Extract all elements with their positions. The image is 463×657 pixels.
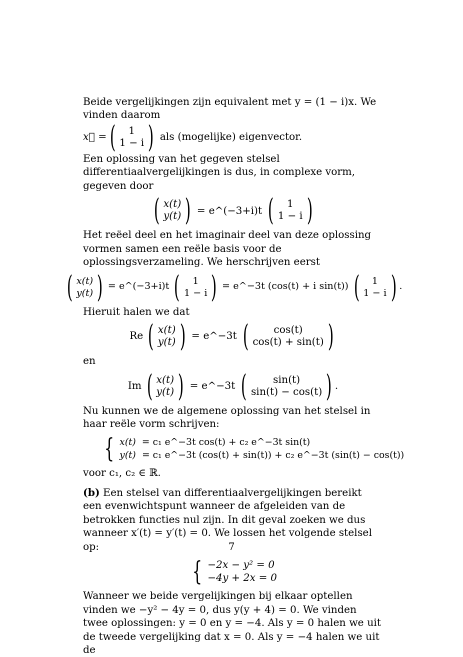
paragraph-5: Nu kunnen we de algemene oplossing van het stelsel in haar reële vorm schrijven: — [83, 405, 371, 430]
part-b-label: (b) — [83, 486, 100, 499]
paragraph-8: Wanneer we beide vergelijkingen bij elkaar optellen vinden we −y² − 4y = 0, dus y(y + 4) = 0. We vinden twee oplossingen: y = 0 en y = −4. Als y = 0 halen we uit de tweede vergelijking dat x = 0. Als y = −4 halen we uit de — [83, 591, 381, 656]
eigenvector-line: x⃗ = ( 1 1 − i ) als (mogelijke) eigenvector. — [83, 119, 303, 155]
page-content — [66, 96, 405, 657]
general-solution-system: { x(t) = c₁ e^−3t cos(t) + c₂ e^−3t sin(t) y(t) = c₁ e^−3t (cos(t) + sin(t)) + c₂ e^−3t (sin(t) − cos(t)) — [104, 434, 405, 465]
paragraph-4: Hieruit halen we dat — [83, 306, 190, 318]
eigenvector-label: x⃗ = — [83, 132, 107, 144]
paragraph-1: Beide vergelijkingen zijn equivalent met y = (1 − i)x. We vinden daarom — [83, 97, 377, 122]
eigenvector-column: 1 1 − i — [119, 125, 145, 149]
equation-complex-solution: ( x(t) y(t) ) = e^(−3+i)t ( 1 1 − i ) — [153, 193, 313, 229]
paragraph-7: (b) Een stelsel van differentiaalvergelijkingen bereikt een evenwichtspunt wanneer de afgeleiden van de betrokken functies nul zijn. In dit geval zoeken we dus wanneer x′(t) = y′(t) = 0. We lossen het volgende stelsel op: — [83, 486, 372, 553]
equation-imaginary-part: Im ( x(t) y(t) ) = e^−3t ( sin(t) sin(t) − cos(t) ) . — [127, 368, 339, 404]
page-number: 7 — [228, 542, 235, 553]
equation-real-part: Re ( x(t) y(t) ) = e^−3t ( cos(t) cos(t) + sin(t) ) — [129, 319, 334, 355]
equilibrium-system: { −2x − y² = 0 −4y + 2x = 0 — [192, 557, 278, 588]
paragraph-3: Het reëel deel en het imaginair deel van deze oplossing vormen samen een reële basis voor de oplossingsverzameling. We herschrijven eerst — [83, 230, 372, 269]
eigenvector-note: als (mogelijke) eigenvector. — [159, 132, 303, 144]
paragraph-2: Een oplossing van het gegeven stelsel differentiaalvergelijkingen is dus, in complexe vorm, gegeven door — [83, 153, 356, 192]
equation-rewrite: ( x(t) y(t) ) = e^(−3+i)t ( 1 1 − i ) = e^−3t (cos(t) + i sin(t)) ( 1 1 − i ) . — [66, 269, 403, 305]
word-en: en — [83, 356, 96, 368]
paragraph-6: voor c₁, c₂ ∈ ℝ. — [83, 468, 161, 480]
